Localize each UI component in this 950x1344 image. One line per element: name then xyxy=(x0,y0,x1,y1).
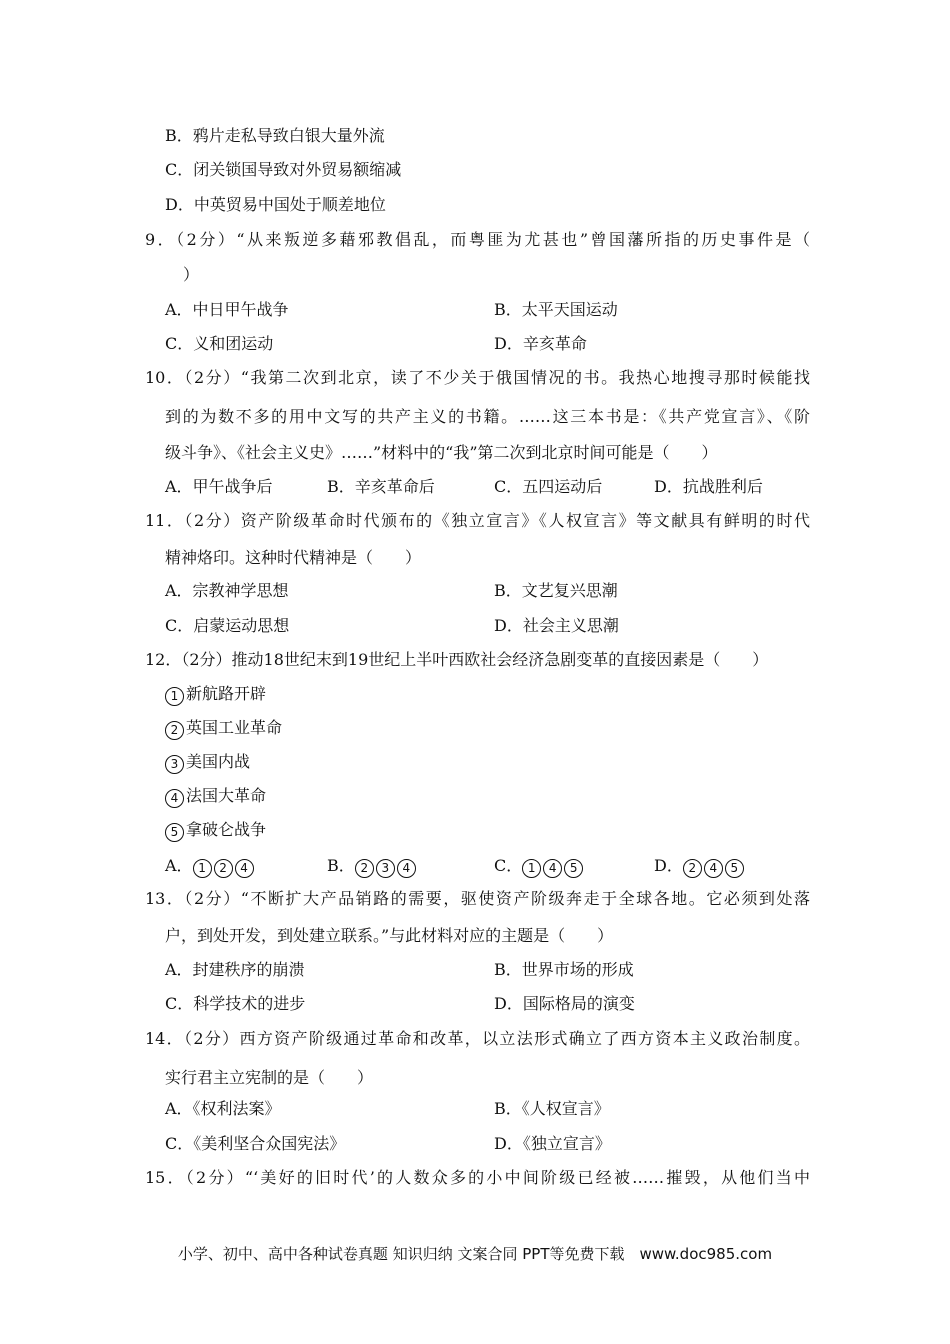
q12-option-b: B． 2 3 4 xyxy=(327,856,418,878)
q10-stem-line3: 级斗争》、《社会主义史》……”材料中的“我”第二次到北京时间可能是（ ） xyxy=(165,443,718,462)
q12-stem: 12．（2分）推动18世纪末到19世纪上半叶西欧社会经济急剧变革的直接因素是（ ） xyxy=(145,650,769,669)
q12-option-d: D． 2 4 5 xyxy=(654,856,746,878)
circled-number-4: 4 xyxy=(165,789,184,808)
q12-item-4: 4 法国大革命 xyxy=(165,786,266,808)
q10-option-b: B．辛亥革命后 xyxy=(327,477,435,496)
q9-option-a: A．中日甲午战争 xyxy=(165,300,289,319)
q15-stem-line1: 15．（2分）“‘美好的旧时代’的人数众多的小中间阶级已经被……摧毁，从他们当中 xyxy=(145,1168,810,1187)
q14-option-c: C．《美利坚合众国宪法》 xyxy=(165,1134,346,1153)
q12-item-5: 5 拿破仑战争 xyxy=(165,820,266,842)
circled-number-3: 3 xyxy=(165,755,184,774)
q8-option-b: B．鸦片走私导致白银大量外流 xyxy=(165,126,385,145)
q11-option-a: A．宗教神学思想 xyxy=(165,581,289,600)
q10-stem-line1: 10．（2分）“我第二次到北京，读了不少关于俄国情况的书。我热心地搜寻那时候能找 xyxy=(145,368,810,387)
q9-option-b: B．太平天国运动 xyxy=(494,300,618,319)
q14-stem-line1: 14．（2分）西方资产阶级通过革命和改革，以立法形式确立了西方资本主义政治制度。 xyxy=(145,1029,810,1048)
q14-option-d: D．《独立宣言》 xyxy=(494,1134,611,1153)
q13-option-a: A．封建秩序的崩溃 xyxy=(165,960,305,979)
q14-stem-line2: 实行君主立宪制的是（ ） xyxy=(165,1068,374,1087)
q12-option-a: A． 1 2 4 xyxy=(165,856,256,878)
q11-stem-line1: 11．（2分）资产阶级革命时代颁布的《独立宣言》《人权宣言》等文献具有鲜明的时代 xyxy=(145,511,810,530)
q12-item-1: 1 新航路开辟 xyxy=(165,684,266,706)
q9-option-c: C．义和团运动 xyxy=(165,334,274,353)
q10-option-a: A．甲午战争后 xyxy=(165,477,273,496)
q9-option-d: D．辛亥革命 xyxy=(494,334,587,353)
q14-option-a: A．《权利法案》 xyxy=(165,1099,281,1118)
q8-option-d: D．中英贸易中国处于顺差地位 xyxy=(165,195,386,214)
q13-option-c: C．科学技术的进步 xyxy=(165,994,306,1013)
q11-stem-line2: 精神烙印。这种时代精神是（ ） xyxy=(165,548,422,567)
page-footer: 小学、初中、高中各种试卷真题 知识归纳 文案合同 PPT等免费下载 www.doc985.com xyxy=(177,1245,773,1263)
q8-option-c: C．闭关锁国导致对外贸易额缩减 xyxy=(165,160,402,179)
q13-stem-line2: 户，到处开发，到处建立联系。”与此材料对应的主题是（ ） xyxy=(165,926,614,945)
q12-item-2: 2 英国工业革命 xyxy=(165,718,282,740)
q9-stem-line1: 9．（2分）“从来叛逆多藉邪教倡乱，而粤匪为尤甚也”曾国藩所指的历史事件是（ xyxy=(145,230,810,249)
q12-option-c: C． 1 4 5 xyxy=(494,856,585,878)
circled-number-1: 1 xyxy=(165,687,184,706)
q10-option-d: D．抗战胜利后 xyxy=(654,477,763,496)
circled-number-2: 2 xyxy=(165,721,184,740)
q13-option-d: D．国际格局的演变 xyxy=(494,994,635,1013)
q11-option-c: C．启蒙运动思想 xyxy=(165,616,290,635)
q13-option-b: B．世界市场的形成 xyxy=(494,960,634,979)
q11-option-d: D．社会主义思潮 xyxy=(494,616,619,635)
circled-number-5: 5 xyxy=(165,823,184,842)
q11-option-b: B．文艺复兴思潮 xyxy=(494,581,618,600)
q10-option-c: C．五四运动后 xyxy=(494,477,603,496)
q12-item-3: 3 美国内战 xyxy=(165,752,250,774)
q13-stem-line1: 13．（2分）“不断扩大产品销路的需要，驱使资产阶级奔走于全球各地。它必须到处落 xyxy=(145,889,810,908)
q10-stem-line2: 到的为数不多的用中文写的共产主义的书籍。……这三本书是：《共产党宣言》、《阶 xyxy=(165,407,810,426)
q14-option-b: B．《人权宣言》 xyxy=(494,1099,610,1118)
q9-stem-line2: ） xyxy=(183,265,200,284)
